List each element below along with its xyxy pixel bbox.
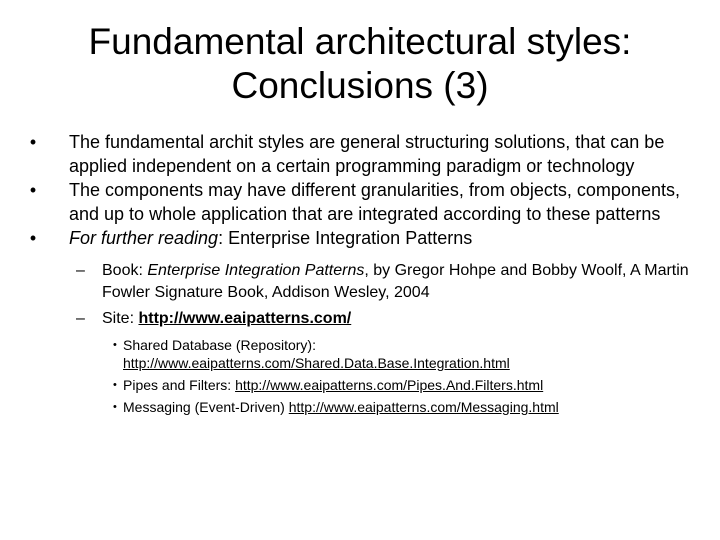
further-reading-text: Enterprise Integration Patterns <box>228 228 473 248</box>
pattern-link[interactable]: http://www.eaipatterns.com/Shared.Data.Base.Integration.html <box>123 355 510 371</box>
further-reading-label: For further reading <box>69 228 219 248</box>
book-title: Enterprise Integration Patterns <box>147 262 365 279</box>
pattern-link[interactable]: http://www.eaipatterns.com/Pipes.And.Filters.html <box>235 377 544 393</box>
pattern-item-pipes-and-filters <box>26 376 696 394</box>
pattern-item-messaging <box>26 398 696 416</box>
site-link[interactable]: http://www.eaipatterns.com/ <box>138 310 352 327</box>
title-line-1: Fundamental architectural styles: <box>88 21 632 62</box>
slide-body <box>26 130 696 416</box>
pattern-link[interactable]: http://www.eaipatterns.com/Messaging.html <box>288 399 559 415</box>
bullet-item-1 <box>26 130 696 178</box>
site-prefix: Site: <box>102 310 139 327</box>
dash-glyph: – <box>76 262 85 279</box>
slide-title <box>40 20 680 108</box>
bullet-item-further-reading <box>26 226 696 250</box>
pattern-label: Shared Database (Repository): <box>123 337 316 353</box>
bullet-glyph: • <box>29 228 37 248</box>
further-reading-sep: : <box>218 228 229 248</box>
bullet-glyph: • <box>29 180 37 200</box>
pattern-item-shared-database <box>26 336 696 372</box>
title-line-2: Conclusions (3) <box>231 65 489 106</box>
bullet-text-1: The fundamental archit styles are general structuring solutions, that can be applied independent on a certain programming paradigm or technology <box>69 132 665 176</box>
bullet-text-2: The components may have different granularities, from objects, components, and up to whole application that are integrated according to these patterns <box>69 180 680 224</box>
bullet-glyph: • <box>113 401 117 413</box>
pattern-label: Messaging (Event-Driven) <box>123 399 289 415</box>
pattern-label: Pipes and Filters: <box>123 377 236 393</box>
book-details: , by Gregor Hohpe and Bobby Woolf, A Martin Fowler Signature Book, Addison Wesley, 2004 <box>102 262 689 301</box>
bullet-glyph: • <box>113 339 117 351</box>
bullet-item-2 <box>26 178 696 226</box>
sub-item-book <box>26 260 696 304</box>
book-prefix: Book: <box>102 262 148 279</box>
bullet-glyph: • <box>113 379 117 391</box>
bullet-glyph: • <box>29 132 37 152</box>
dash-glyph: – <box>76 310 85 327</box>
sub-item-site <box>26 308 696 330</box>
